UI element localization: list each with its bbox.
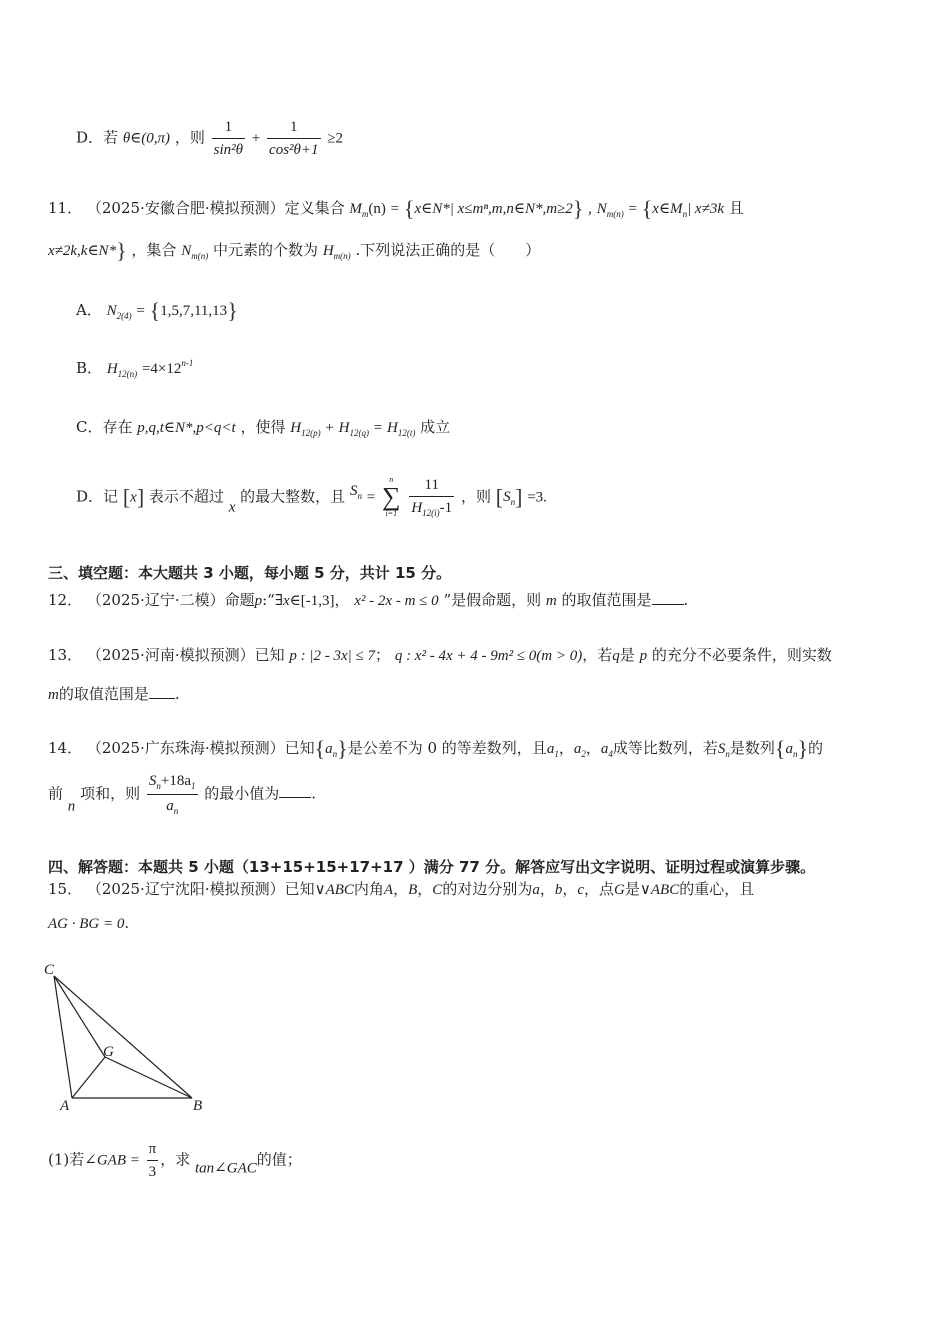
q14-a4: $a_4$ <box>600 741 613 759</box>
q11-d-text1: 表示不超过 <box>148 487 224 506</box>
q12-text3: 的取值范围是 <box>561 591 652 609</box>
q14-number: 14． <box>48 739 83 757</box>
median-AG <box>72 1057 105 1098</box>
q14-text3: 是数列 <box>729 739 775 757</box>
q11-line2 <box>48 238 540 264</box>
q11-line1 <box>48 196 744 222</box>
q14-line2-a: 前 <box>48 784 64 803</box>
q13-cond: (m > 0) <box>536 648 583 664</box>
q10-d-frac1: $\frac{1}{\text{sin²θ}}$ <box>213 119 243 158</box>
q11-eq2: = <box>628 201 637 217</box>
q14-text2: 成等比数列，若 <box>612 739 718 757</box>
q11-line2-body: x≠2k,k∈N* <box>48 243 117 259</box>
q12-text2: ”是假命题，则 <box>443 591 542 609</box>
q13-q-part: q : x² - 4x + 4 - 9m² ≤ 0 <box>394 648 537 664</box>
q12-number: 12． <box>48 591 83 609</box>
q15-part1-end: 的值； <box>256 1150 302 1169</box>
q13-q: q <box>612 648 620 664</box>
q14-frac: $\frac{S_n+18a_1}{a_n}$ <box>148 773 196 816</box>
q15-part1 <box>48 1140 302 1181</box>
q15-G: G <box>614 882 625 898</box>
q15-part1-text: ，求 <box>160 1150 191 1169</box>
brace-close-icon: } <box>227 298 238 323</box>
q11-d-x: x <box>130 489 137 506</box>
q10-d-frac2: $\frac{1}{\text{cos²θ+1}}$ <box>269 119 319 158</box>
q13-p-part: p : |2 - 3x| ≤ 7 <box>289 648 376 664</box>
section4-heading: 四、解答题：本题共 5 小题（13+15+15+17+17 ）满分 77 分。解答应写出文字说明、证明过程或演算步骤。 <box>48 858 816 876</box>
q13-m: m <box>48 687 59 703</box>
q15-A: A <box>383 882 394 898</box>
q10-option-d <box>76 118 343 159</box>
q11-option-c <box>76 418 450 439</box>
q11-b-label: B． <box>76 359 103 377</box>
q12-interval: [-1,3] <box>300 593 335 609</box>
q12-comma: ， <box>334 591 350 609</box>
q11-c-vars: p,q,t∈N*,p<q<t <box>137 420 236 436</box>
q15-source: （2025·辽宁沈阳·模拟预测）已知 <box>86 880 315 898</box>
q14-text4: 的 <box>808 739 824 757</box>
q14-end: . <box>311 784 317 803</box>
q11-a-set: 1,5,7,11,13 <box>160 303 228 319</box>
q15-text1: 内角 <box>353 880 384 898</box>
q11-a-eq: = <box>136 303 145 319</box>
q11-c-H1: $H_{12(p)}$ <box>290 420 321 438</box>
q14-line2-c: 的最小值为 <box>204 784 280 803</box>
q11-source: （2025·安徽合肥·模拟预测）定义集合 <box>86 199 345 217</box>
brace-close-icon: } <box>572 196 584 221</box>
q12-text1: :“∃ <box>262 591 283 609</box>
q13-source: （2025·河南·模拟预测）已知 <box>86 646 285 664</box>
q11-c-text1: ，使得 <box>240 418 286 436</box>
brace-close-icon: } <box>797 736 808 761</box>
q11-line2-H: $H_{m(n)}$ <box>322 243 351 261</box>
q15-text3: ，点 <box>584 880 615 898</box>
q11-d-S2: $S_n$ <box>503 489 516 508</box>
q14-an2: $a_n$ <box>785 741 798 759</box>
q12-ineq: x² - 2x - m ≤ 0 <box>354 593 439 609</box>
q11-d-text2: 的最大整数，且 <box>240 487 346 506</box>
q11-d-frac: $\frac{11}{H_{12(i)}-1}$ <box>411 477 453 518</box>
q11-set-m: $M_m(n)$ <box>349 201 386 219</box>
q11-c-label: C．存在 <box>76 418 133 436</box>
q11-set-m-body: x∈N*| x≤mⁿ,m,n∈N*,m≥2 <box>414 201 573 217</box>
q13-text2: 是 <box>619 646 635 664</box>
q11-c-text2: 成立 <box>420 418 451 436</box>
brace-open-icon: { <box>314 736 326 761</box>
q13-answer-blank[interactable] <box>149 684 175 699</box>
q14-n: n <box>67 798 76 815</box>
q13-text1: ，若 <box>582 646 613 664</box>
q11-a-label: A． <box>76 301 102 319</box>
q12-answer-blank[interactable] <box>652 590 684 605</box>
q15-C: C <box>432 882 443 898</box>
q14-text1: 是公差不为 0 的等差数列，且 <box>347 739 547 757</box>
label-C: C <box>44 962 55 978</box>
q11-line2-text2: 中元素的个数为 <box>213 241 319 259</box>
brace-open-icon: { <box>774 736 786 761</box>
q12-source: （2025·辽宁·二模）命题 <box>86 591 255 609</box>
q14-sep2: ， <box>585 739 601 757</box>
q13-number: 13． <box>48 646 83 664</box>
brace-open-icon: { <box>641 196 653 221</box>
q10-d-plus: + <box>251 130 261 147</box>
q11-option-b <box>76 358 193 380</box>
label-G: G <box>103 1044 114 1060</box>
q14-sep1: ， <box>558 739 574 757</box>
q14-source: （2025·广东珠海·模拟预测）已知 <box>86 739 315 757</box>
q15-vector-eq: AG · BG = 0 <box>48 916 125 932</box>
q15-number: 15． <box>48 880 83 898</box>
q15-part1-tan: tan∠GAC <box>195 1160 257 1177</box>
brace-close-icon: } <box>116 238 127 263</box>
q11-c-H3: $H_{12(t)}$ <box>387 420 416 438</box>
q15-a: a <box>532 882 540 898</box>
q15-part1-label: (1)若 <box>48 1150 85 1169</box>
q11-sep: , <box>588 201 592 217</box>
q11-and: 且 <box>728 199 744 217</box>
q11-line2-N: $N_{m(n)}$ <box>181 243 209 261</box>
brace-close-icon: } <box>337 736 348 761</box>
q15-c: c <box>577 882 585 898</box>
brace-open-icon: { <box>149 298 161 323</box>
section3-heading: 三、填空题：本大题共 3 小题，每小题 5 分，共计 15 分。 <box>48 564 452 582</box>
q13-line1 <box>48 646 832 665</box>
bracket-open-icon: [ <box>122 484 131 510</box>
q15-part1-frac: $\frac{\pi}{3}$ <box>148 1141 157 1180</box>
bracket-close-icon: ] <box>515 484 523 510</box>
q15-tri2: ∨ABC <box>639 882 680 898</box>
q11-b-rest: $=4\times 12^{n-1}$ <box>141 358 194 377</box>
q11-d-x2: x <box>228 499 236 516</box>
q14-line2 <box>48 772 316 817</box>
q15-b: b <box>554 882 563 898</box>
q11-d-sigma: n ∑ i=1 <box>382 475 401 519</box>
q13-end: . <box>174 685 180 703</box>
q13-line2 <box>48 684 180 704</box>
q10-d-cond: θ∈(0,π) <box>122 130 171 147</box>
q11-d-text3: ，则 <box>460 487 491 506</box>
q11-eq: = <box>390 201 400 217</box>
q15-line2-end: . <box>124 914 130 932</box>
q11-d-S: $S_n$ <box>349 483 362 502</box>
q14-line2-b: 项和，则 <box>80 784 141 803</box>
q14-a1: $a_1$ <box>546 741 559 759</box>
q11-b-H: $H_{12(n)}$ <box>106 361 138 379</box>
edge-CA <box>54 976 72 1098</box>
label-A: A <box>60 1098 70 1114</box>
q11-d-label: D．记 <box>76 487 119 506</box>
q11-d-eq: = <box>366 489 376 506</box>
label-B: B <box>193 1098 203 1114</box>
q10-d-label: D．若 <box>76 128 119 147</box>
q13-p: p <box>639 648 648 664</box>
q10-d-ge: ≥2 <box>327 130 344 147</box>
q11-line2-text1: ，集合 <box>131 241 177 259</box>
q11-option-d <box>76 476 547 519</box>
brace-open-icon: { <box>403 196 415 221</box>
q11-line2-text3: .下列说法正确的是（ ） <box>355 241 541 259</box>
q14-line1 <box>48 736 823 762</box>
q15-triangle-figure <box>40 958 220 1118</box>
q11-set-n: $N_{m(n)}$ <box>596 201 624 219</box>
q12-m: m <box>545 593 557 609</box>
q11-c-eq: = <box>373 420 383 436</box>
q11-a-N: $N_{2(4)}$ <box>106 303 132 321</box>
q13-text4: 的取值范围是 <box>58 685 149 703</box>
q14-an: $a_n$ <box>325 741 338 759</box>
q11-d-result: =3. <box>527 489 547 506</box>
q14-Sn: $S_n$ <box>717 741 730 759</box>
q12-p: p <box>254 593 263 609</box>
q15-text2: 的对边分别为 <box>442 880 533 898</box>
q11-c-plus: + <box>325 420 334 436</box>
bracket-open-icon: [ <box>495 484 504 510</box>
q15-text4: 是 <box>624 880 640 898</box>
q12-end: . <box>683 591 689 609</box>
q14-a2: $a_2$ <box>573 741 586 759</box>
q15-line1: 15． （2025·辽宁沈阳·模拟预测）已知∨ABC内角A，B，C的对边分别为a，b，c，点G是∨ABC的重心，且 <box>48 880 755 898</box>
q11-number: 11． <box>48 199 83 217</box>
q15-text5: 的重心，且 <box>679 880 755 898</box>
bracket-close-icon: ] <box>136 484 145 510</box>
q12-line <box>48 590 688 610</box>
q14-answer-blank[interactable] <box>279 783 311 798</box>
q15-line2 <box>48 914 129 933</box>
q15-B: B <box>408 882 418 898</box>
q11-c-H2: $H_{12(q)}$ <box>338 420 369 438</box>
median-BG <box>105 1057 192 1098</box>
q15-tri: ∨ABC <box>314 882 354 898</box>
q11-set-n-body: $x\in M_n|$ x≠3k <box>652 201 724 219</box>
median-CG <box>54 976 105 1057</box>
q15-part1-angle: ∠GAB = <box>84 1152 140 1169</box>
q10-d-then: ，则 <box>174 128 205 147</box>
q12-x: x <box>282 593 290 609</box>
edge-CB <box>54 976 192 1098</box>
q13-semi: ； <box>375 646 391 664</box>
q13-text3: 的充分不必要条件，则实数 <box>651 646 832 664</box>
q12-in: ∈ <box>289 593 301 609</box>
q11-option-a <box>76 298 238 324</box>
